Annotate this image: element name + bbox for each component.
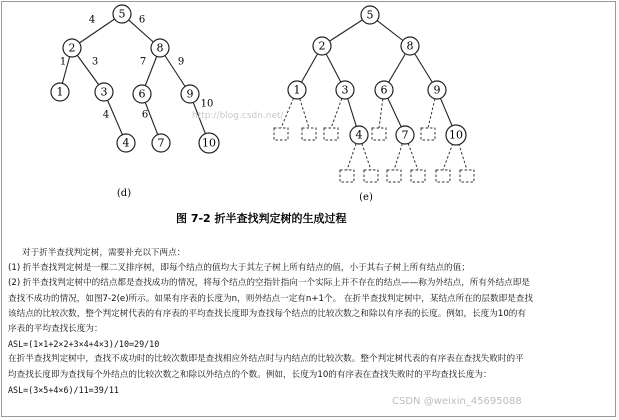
tree-e-node [361,6,379,24]
paragraph: 序表的平均查找长度为： [8,324,103,335]
tree-d-node [117,134,135,152]
paragraph: 该结点的比较次数，整个判定树代表的有序表的平均查找长度即为查找每个结点的比较次数之和除以有序表的长度。例如，长度为10的有 [8,308,526,319]
edge-weight: 10 [200,98,214,110]
external-node [421,128,435,140]
svg-text:10: 10 [449,128,463,142]
svg-text:2: 2 [318,39,326,53]
watermark: http://blog.csdn.net/ [192,111,284,121]
svg-text:8: 8 [406,39,414,53]
svg-text:3: 3 [100,85,108,99]
svg-text:4: 4 [122,136,130,150]
svg-text:7: 7 [157,136,165,150]
tree-d [51,5,219,199]
tree-e-node [428,81,446,99]
svg-text:10: 10 [202,136,216,150]
tree-e-node [350,126,368,144]
external-node-group [274,128,474,182]
external-node [302,128,316,140]
tree-e-node [375,81,393,99]
svg-text:4: 4 [355,128,363,142]
external-node [387,170,401,182]
paragraph: (2) 折半查找判定树中的结点都是查找成功的情况，将每个结点的空指针指向一个实际上并不存在的结点——称为外结点，所有外结点即是 [8,278,530,289]
svg-text:5: 5 [118,7,126,21]
tree-d-node [51,83,69,101]
svg-text:9: 9 [433,83,441,97]
edge-weight: 6 [141,109,149,121]
edge-weight: 6 [138,14,146,26]
tree-e-node [401,37,419,55]
external-node [460,170,474,182]
formula: ASL=(3×5+4×6)/11=39/11 [8,384,119,395]
svg-text:2: 2 [68,41,76,55]
svg-text:1: 1 [293,83,301,97]
tree-e-node [336,81,354,99]
tree-e-node [446,125,466,145]
paragraph: 在折半查找判定树中，查找不成功时的比较次数即是查找相应外结点时与内结点的比较次数。整个判定树代表的有序表在查找失败时的平 [8,354,524,365]
tree-e-node [396,126,414,144]
tree-d-node [95,83,113,101]
tree-e-node [313,37,331,55]
tree-e [274,6,474,203]
svg-text:6: 6 [380,83,388,97]
external-node [372,128,386,140]
edge-weight: 4 [88,14,96,26]
tree-d-node [151,39,169,57]
tree-d-node [199,133,219,153]
figure-title: 图 7-2 折半查找判定树的生成过程 [176,212,347,225]
paragraph: 查找不成功的情况，如图7-2(e)所示。如果有序表的长度为n，则外结点一定有n+1个。 在折半查找判定树中，某结点所在的层数即是查找 [8,293,533,304]
tree-d-node [113,5,131,23]
svg-text:9: 9 [186,87,194,101]
svg-text:5: 5 [366,8,374,22]
paragraph: (1) 折半查找判定树是一棵二叉排序树，即每个结点的值均大于其左子树上所有结点的值，小于其右子树上所有结点的值； [8,263,470,274]
tree-e-caption: (e) [359,192,373,203]
paragraph: 均查找长度即为查找每个外结点的比较次数之和除以外结点的个数。例如，长度为10的有序表在查找失败时的平均查找长度为： [8,369,492,380]
tree-d-node [181,85,199,103]
tree-d-node [152,134,170,152]
external-node [324,128,338,140]
tree-d-caption: (d) [116,188,132,199]
svg-text:7: 7 [401,128,409,142]
formula: ASL=(1×1+2×2+3×4+4×3)/10=29/10 [8,339,160,350]
paragraph: 对于折半查找判定树，需要补充以下两点： [22,248,186,258]
external-node [340,170,354,182]
edge-weight: 3 [91,56,99,68]
external-node [436,170,450,182]
body-text [8,246,612,398]
tree-d-weights [60,15,214,121]
tree-d-node [63,39,81,57]
edge-weight: 9 [177,56,185,68]
tree-e-node [288,81,306,99]
svg-text:1: 1 [56,85,64,99]
csdn-watermark: CSDN @weixin_45695088 [392,396,522,407]
external-node [364,170,378,182]
svg-text:3: 3 [341,83,349,97]
tree-d-node [133,85,151,103]
svg-text:8: 8 [156,41,164,55]
edge-weight: 7 [139,56,147,68]
external-node [274,128,288,140]
edge-weight: 1 [59,56,67,68]
external-node [411,170,425,182]
edge-weight: 4 [102,109,110,121]
svg-text:6: 6 [138,87,146,101]
